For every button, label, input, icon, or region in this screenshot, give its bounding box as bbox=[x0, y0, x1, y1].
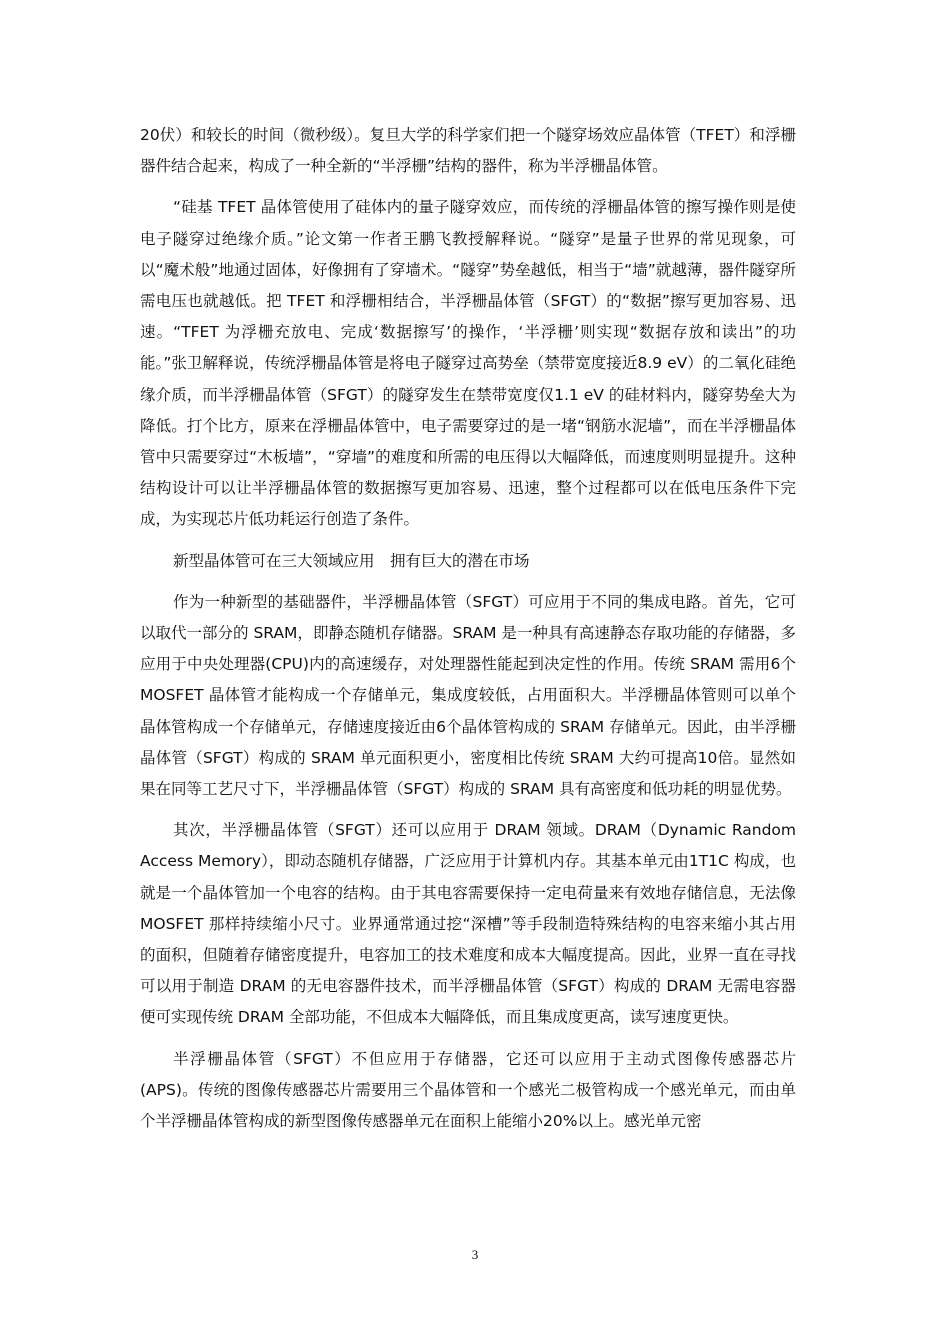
paragraph-continuation: 20伏）和较长的时间（微秒级）。复旦大学的科学家们把一个隧穿场效应晶体管（TFET）和浮栅器件结合起来，构成了一种全新的“半浮栅”结构的器件，称为半浮栅晶体管。 bbox=[140, 126, 796, 176]
paragraph-dram-application: 其次，半浮栅晶体管（SFGT）还可以应用于 DRAM 领域。DRAM（Dynamic Random Access Memory），即动态随机存储器，广泛应用于计算机内存。其基本单元由1T1C 构成，也就是一个晶体管加一个电容的结构。由于其电容需要保持一定电荷量来有效地存储信息，无法像 MOSFET 那样持续缩小尺寸。业界通常通过挖“深槽”等手段制造特殊结构的电容来缩小其占用的面积，但随着存储密度提升，电容加工的技术难度和成本大幅度提高。因此，业界一直在寻找可以用于制造 DRAM 的无电容器件技术，而半浮栅晶体管（SFGT）构成的 DRAM 无需电容器便可实现传统 DRAM 全部功能，不但成本大幅降低，而且集成度更高，读写速度更快。 bbox=[140, 821, 796, 1027]
section-heading: 新型晶体管可在三大领域应用 拥有巨大的潜在市场 bbox=[173, 551, 530, 570]
paragraph-image-sensor-application: 半浮栅晶体管（SFGT）不但应用于存储器，它还可以应用于主动式图像传感器芯片(APS)。传统的图像传感器芯片需要用三个晶体管和一个感光二极管构成一个感光单元，而由单个半浮栅晶体管构成的新型图像传感器单元在面积上能缩小20%以上。感光单元密 bbox=[140, 1049, 796, 1131]
paragraph-sram-application: 作为一种新型的基础器件，半浮栅晶体管（SFGT）可应用于不同的集成电路。首先，它可以取代一部分的 SRAM，即静态随机存储器。SRAM 是一种具有高速静态存取功能的存储器，多应用于中央处理器(CPU)内的高速缓存，对处理器性能起到决定性的作用。传统 SRAM 需用6个 MOSFET 晶体管才能构成一个存储单元，集成度较低，占用面积大。半浮栅晶体管则可以单个晶体管构成一个存储单元，存储速度接近由6个晶体管构成的 SRAM 存储单元。因此，由半浮栅晶体管（SFGT）构成的 SRAM 单元面积更小，密度相比传统 SRAM 大约可提高10倍。显然如果在同等工艺尺寸下，半浮栅晶体管（SFGT）构成的 SRAM 具有高密度和低功耗的明显优势。 bbox=[140, 592, 796, 799]
paragraph-tunneling-effect: “硅基 TFET 晶体管使用了硅体内的量子隧穿效应，而传统的浮栅晶体管的擦写操作则是使电子隧穿过绝缘介质。”论文第一作者王鹏飞教授解释说。“隧穿”是量子世界的常见现象，可以“魔术般”地通过固体，好像拥有了穿墙术。“隧穿”势垒越低，相当于“墙”就越薄，器件隧穿所需电压也就越低。把 TFET 和浮栅相结合，半浮栅晶体管（SFGT）的“数据”擦写更加容易、迅速。“TFET 为浮栅充放电、完成‘数据擦写’的操作，‘半浮栅’则实现“数据存放和读出”的功能。”张卫解释说，传统浮栅晶体管是将电子隧穿过高势垒（禁带宽度接近8.9 eV）的二氧化硅绝缘介质，而半浮栅晶体管（SFGT）的隧穿发生在禁带宽度仅1.1 eV 的硅材料内，隧穿势垒大为降低。打个比方，原来在浮栅晶体管中，电子需要穿过的是一堵“钢筋水泥墙”，而在半浮栅晶体管中只需要穿过“木板墙”，“穿墙”的难度和所需的电压得以大幅降低，而速度则明显提升。这种结构设计可以让半浮栅晶体管的数据擦写更加容易、迅速，整个过程都可以在低电压条件下完成，为实现芯片低功耗运行创造了条件。 bbox=[140, 198, 796, 529]
page-number: 3 bbox=[471, 1247, 479, 1262]
body-text bbox=[140, 120, 796, 1147]
